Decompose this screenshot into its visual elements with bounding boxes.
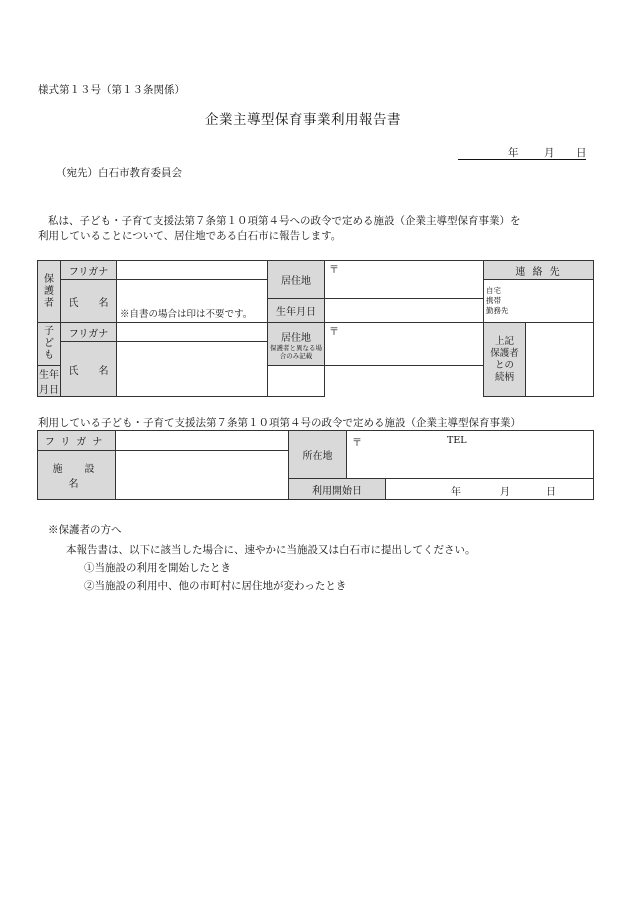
relation-label: 上記 保護者 との 続柄 xyxy=(484,323,526,397)
facility-furigana-label: フリガナ xyxy=(38,431,116,451)
guardian-birthdate-field[interactable] xyxy=(325,299,484,323)
guardian-label: 保 護 者 xyxy=(38,261,61,323)
contact-work-label: 勤務先 xyxy=(486,306,509,315)
child-birthdate-label: 生年月日 xyxy=(38,366,61,397)
start-date-field[interactable] xyxy=(386,479,594,500)
addressee: （宛先）白石市教育委員会 xyxy=(56,167,182,179)
child-name-label: 氏 名 xyxy=(61,342,117,397)
intro-line-1: 私は、子ども・子育て支援法第７条第１０項第４号への政令で定める施設（企業主導型保育事業）を xyxy=(48,215,521,227)
start-date-day: 日 xyxy=(546,487,556,498)
notes-heading: ※保護者の方へ xyxy=(48,524,122,536)
notes-item-1: ①当施設の利用を開始したとき xyxy=(84,562,231,574)
postal-mark: 〒 xyxy=(352,438,362,449)
facility-table xyxy=(37,430,594,500)
contact-field[interactable] xyxy=(484,280,594,323)
guardian-furigana-field[interactable] xyxy=(117,261,268,280)
form-number: 様式第１３号（第１３条関係） xyxy=(38,84,185,96)
document-title: 企業主導型保育事業利用報告書 xyxy=(205,112,401,128)
facility-section-heading: 利用している子ども・子育て支援法第７条第１０項第４号の政令で定める施設（企業主導型保育事業） xyxy=(38,417,521,429)
guardian-name-field[interactable] xyxy=(117,280,268,323)
child-label: 子 ど も xyxy=(38,323,61,366)
guardian-child-table xyxy=(37,260,594,397)
start-date-label: 利用開始日 xyxy=(289,479,386,500)
facility-name-label: 施 設 名 xyxy=(38,451,116,500)
relation-field[interactable] xyxy=(526,323,594,397)
facility-name-field[interactable] xyxy=(116,451,289,500)
start-date-month: 月 xyxy=(500,487,510,498)
date-line xyxy=(458,145,586,160)
notes-body: 本報告書は、以下に該当した場合に、速やかに当施設又は白石市に提出してください。 xyxy=(66,544,476,556)
facility-location-field[interactable] xyxy=(347,431,594,479)
child-birthdate-field[interactable] xyxy=(268,366,325,397)
child-residence-label: 居住地 保護者と異なる場合のみ記載 xyxy=(268,323,325,366)
facility-location-label: 所在地 xyxy=(289,431,347,479)
date-day: 日 xyxy=(576,147,587,159)
guardian-residence-label: 居住地 xyxy=(268,261,325,299)
guardian-residence-field[interactable] xyxy=(325,261,484,299)
date-month: 月 xyxy=(544,147,555,159)
contact-mobile-label: 携帯 xyxy=(486,296,501,305)
seal-note: ※自書の場合は印は不要です。 xyxy=(120,309,253,320)
contact-home-label: 自宅 xyxy=(486,286,501,295)
child-name-field[interactable] xyxy=(117,342,268,397)
postal-mark: 〒 xyxy=(329,327,339,338)
child-residence-field[interactable] xyxy=(325,323,484,366)
intro-line-2: 利用していることについて、居住地である白石市に報告します。 xyxy=(38,230,342,242)
start-date-year: 年 xyxy=(451,487,461,498)
date-year: 年 xyxy=(508,147,519,159)
tel-label: TEL xyxy=(447,435,467,446)
facility-furigana-field[interactable] xyxy=(116,431,289,451)
guardian-name-label: 氏 名 xyxy=(61,280,117,323)
postal-mark: 〒 xyxy=(329,265,339,276)
contact-header: 連 絡 先 xyxy=(484,261,594,280)
child-furigana-label: フリガナ xyxy=(61,323,117,342)
guardian-furigana-label: フリガナ xyxy=(61,261,117,280)
child-residence-note: 保護者と異なる場合のみ記載 xyxy=(270,343,322,360)
notes-item-2: ②当施設の利用中、他の市町村に居住地が変わったとき xyxy=(84,580,347,592)
child-furigana-field[interactable] xyxy=(117,323,268,342)
guardian-birthdate-label: 生年月日 xyxy=(268,299,325,323)
